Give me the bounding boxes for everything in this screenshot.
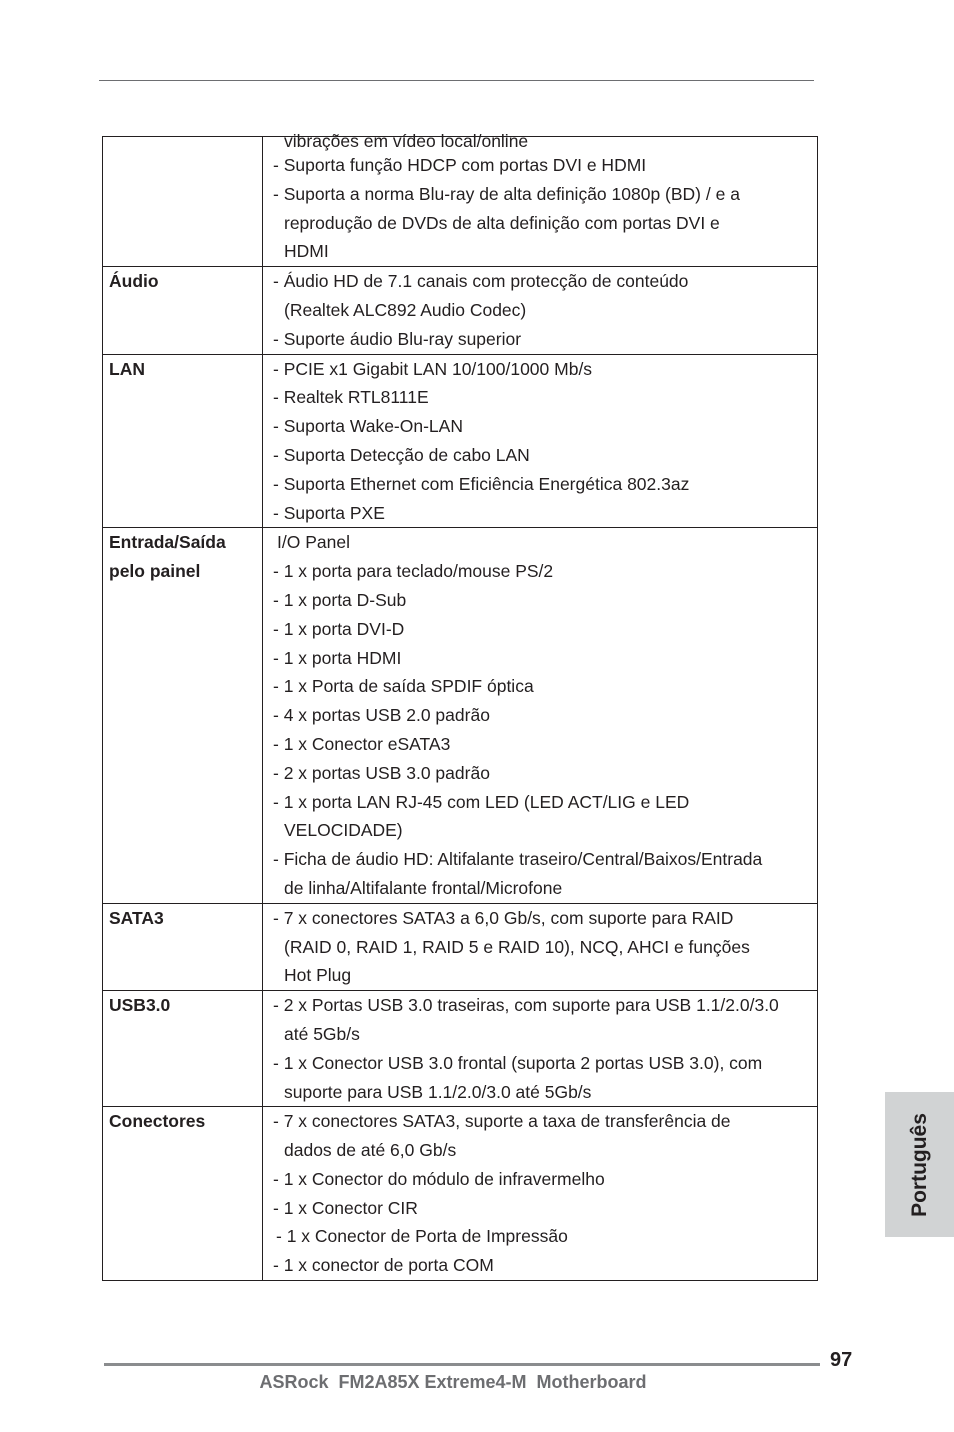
spec-label: USB3.0 [109, 995, 171, 1016]
spec-row [103, 1107, 818, 1281]
spec-line: - 1 x conector de porta COM [273, 1255, 494, 1276]
spec-line: até 5Gb/s [284, 1023, 360, 1044]
spec-label: LAN [109, 358, 145, 379]
spec-value-cell [263, 903, 818, 990]
spec-line: - 7 x conectores SATA3, suporte a taxa de transferência de [273, 1111, 731, 1132]
spec-line: - Ficha de áudio HD: Altifalante traseiro/Central/Baixos/Entrada [273, 849, 763, 870]
spec-line: - Suporta função HDCP com portas DVI e HDMI [273, 155, 647, 175]
spec-label: SATA3 [109, 907, 164, 928]
spec-line: - 2 x Portas USB 3.0 traseiras, com suporte para USB 1.1/2.0/3.0 [273, 995, 779, 1016]
spec-label: Conectores [109, 1111, 206, 1132]
spec-line: - Suporta PXE [273, 502, 385, 523]
spec-line: HDMI [284, 241, 329, 262]
spec-line: - 4 x portas USB 2.0 padrão [273, 705, 490, 726]
spec-line: (Realtek ALC892 Audio Codec) [284, 299, 527, 320]
spec-label-cell [103, 903, 263, 990]
spec-value-cell [263, 528, 818, 903]
bottom-rule [104, 1363, 820, 1366]
spec-line: - 1 x Conector de Porta de Impressão [276, 1226, 568, 1247]
spec-value-cell [263, 1107, 818, 1281]
spec-line: - 1 x porta para teclado/mouse PS/2 [273, 561, 554, 582]
spec-line: - 7 x conectores SATA3 a 6,0 Gb/s, com suporte para RAID [273, 907, 734, 928]
spec-table [102, 131, 818, 1281]
spec-label-cell [103, 267, 263, 354]
spec-value-cell [263, 131, 818, 267]
spec-line: - 1 x Conector CIR [273, 1197, 418, 1218]
spec-value-cell [263, 354, 818, 528]
spec-line: Hot Plug [284, 965, 352, 986]
spec-line: - 1 x Conector USB 3.0 frontal (suporta 2 portas USB 3.0), com [273, 1052, 763, 1073]
spec-row [103, 267, 818, 354]
spec-line: - PCIE x1 Gigabit LAN 10/100/1000 Mb/s [273, 358, 593, 379]
spec-label-cell [103, 1107, 263, 1281]
spec-line: de linha/Altifalante frontal/Microfone [284, 877, 563, 898]
spec-label-cell [103, 991, 263, 1107]
footer-text: ASRock FM2A85X Extreme4-M Motherboard [259, 1372, 647, 1392]
spec-value-cell [263, 991, 818, 1107]
spec-line: vibrações em vídeo local/online [284, 131, 529, 151]
spec-line: - Suporta Ethernet com Eficiência Energética 802.3az [273, 473, 690, 494]
spec-label: Entrada/Saída [109, 532, 226, 553]
spec-label-cell [103, 528, 263, 903]
spec-label-cell [103, 354, 263, 528]
spec-row [103, 137, 818, 267]
spec-line: - 1 x Conector do módulo de infravermelho [273, 1168, 605, 1189]
spec-line: - Áudio HD de 7.1 canais com protecção de conteúdo [273, 271, 689, 292]
spec-line: dados de até 6,0 Gb/s [284, 1140, 457, 1161]
spec-line: - 1 x porta D-Sub [273, 589, 407, 610]
spec-line: - Suporta Detecção de cabo LAN [273, 444, 530, 465]
spec-line: suporte para USB 1.1/2.0/3.0 até 5Gb/s [284, 1081, 592, 1102]
top-rule [99, 80, 814, 81]
spec-line: - 1 x porta LAN RJ-45 com LED (LED ACT/LIG e LED [273, 791, 690, 812]
spec-line: - 1 x Conector eSATA3 [273, 733, 451, 754]
spec-line: - 1 x Porta de saída SPDIF óptica [273, 676, 534, 697]
spec-line: - 1 x porta DVI-D [273, 618, 405, 639]
spec-label: Áudio [109, 271, 159, 292]
spec-line: reprodução de DVDs de alta definição com portas DVI e [284, 212, 720, 233]
spec-line: - 2 x portas USB 3.0 padrão [273, 762, 490, 783]
spec-label: pelo painel [109, 561, 201, 582]
spec-line: I/O Panel [277, 532, 350, 553]
spec-row [103, 528, 818, 903]
spec-line: - 1 x porta HDMI [273, 647, 402, 668]
spec-label-cell [103, 137, 263, 267]
spec-row [103, 903, 818, 990]
spec-value-cell [263, 267, 818, 354]
spec-row [103, 991, 818, 1107]
spec-line: (RAID 0, RAID 1, RAID 5 e RAID 10), NCQ, AHCI e funções [284, 936, 750, 957]
spec-row [103, 354, 818, 528]
spec-line: - Suporte áudio Blu-ray superior [273, 328, 522, 349]
spec-line: - Suporta Wake-On-LAN [273, 416, 463, 437]
spec-line: VELOCIDADE) [284, 820, 403, 841]
page-number: 97 [830, 1349, 853, 1371]
footer-title [0, 1372, 954, 1393]
language-tab-label: Português [907, 1112, 931, 1217]
spec-line: - Suporta a norma Blu-ray de alta definição 1080p (BD) / e a [273, 183, 740, 204]
spec-line: - Realtek RTL8111E [273, 387, 429, 408]
language-tab [885, 1092, 954, 1237]
